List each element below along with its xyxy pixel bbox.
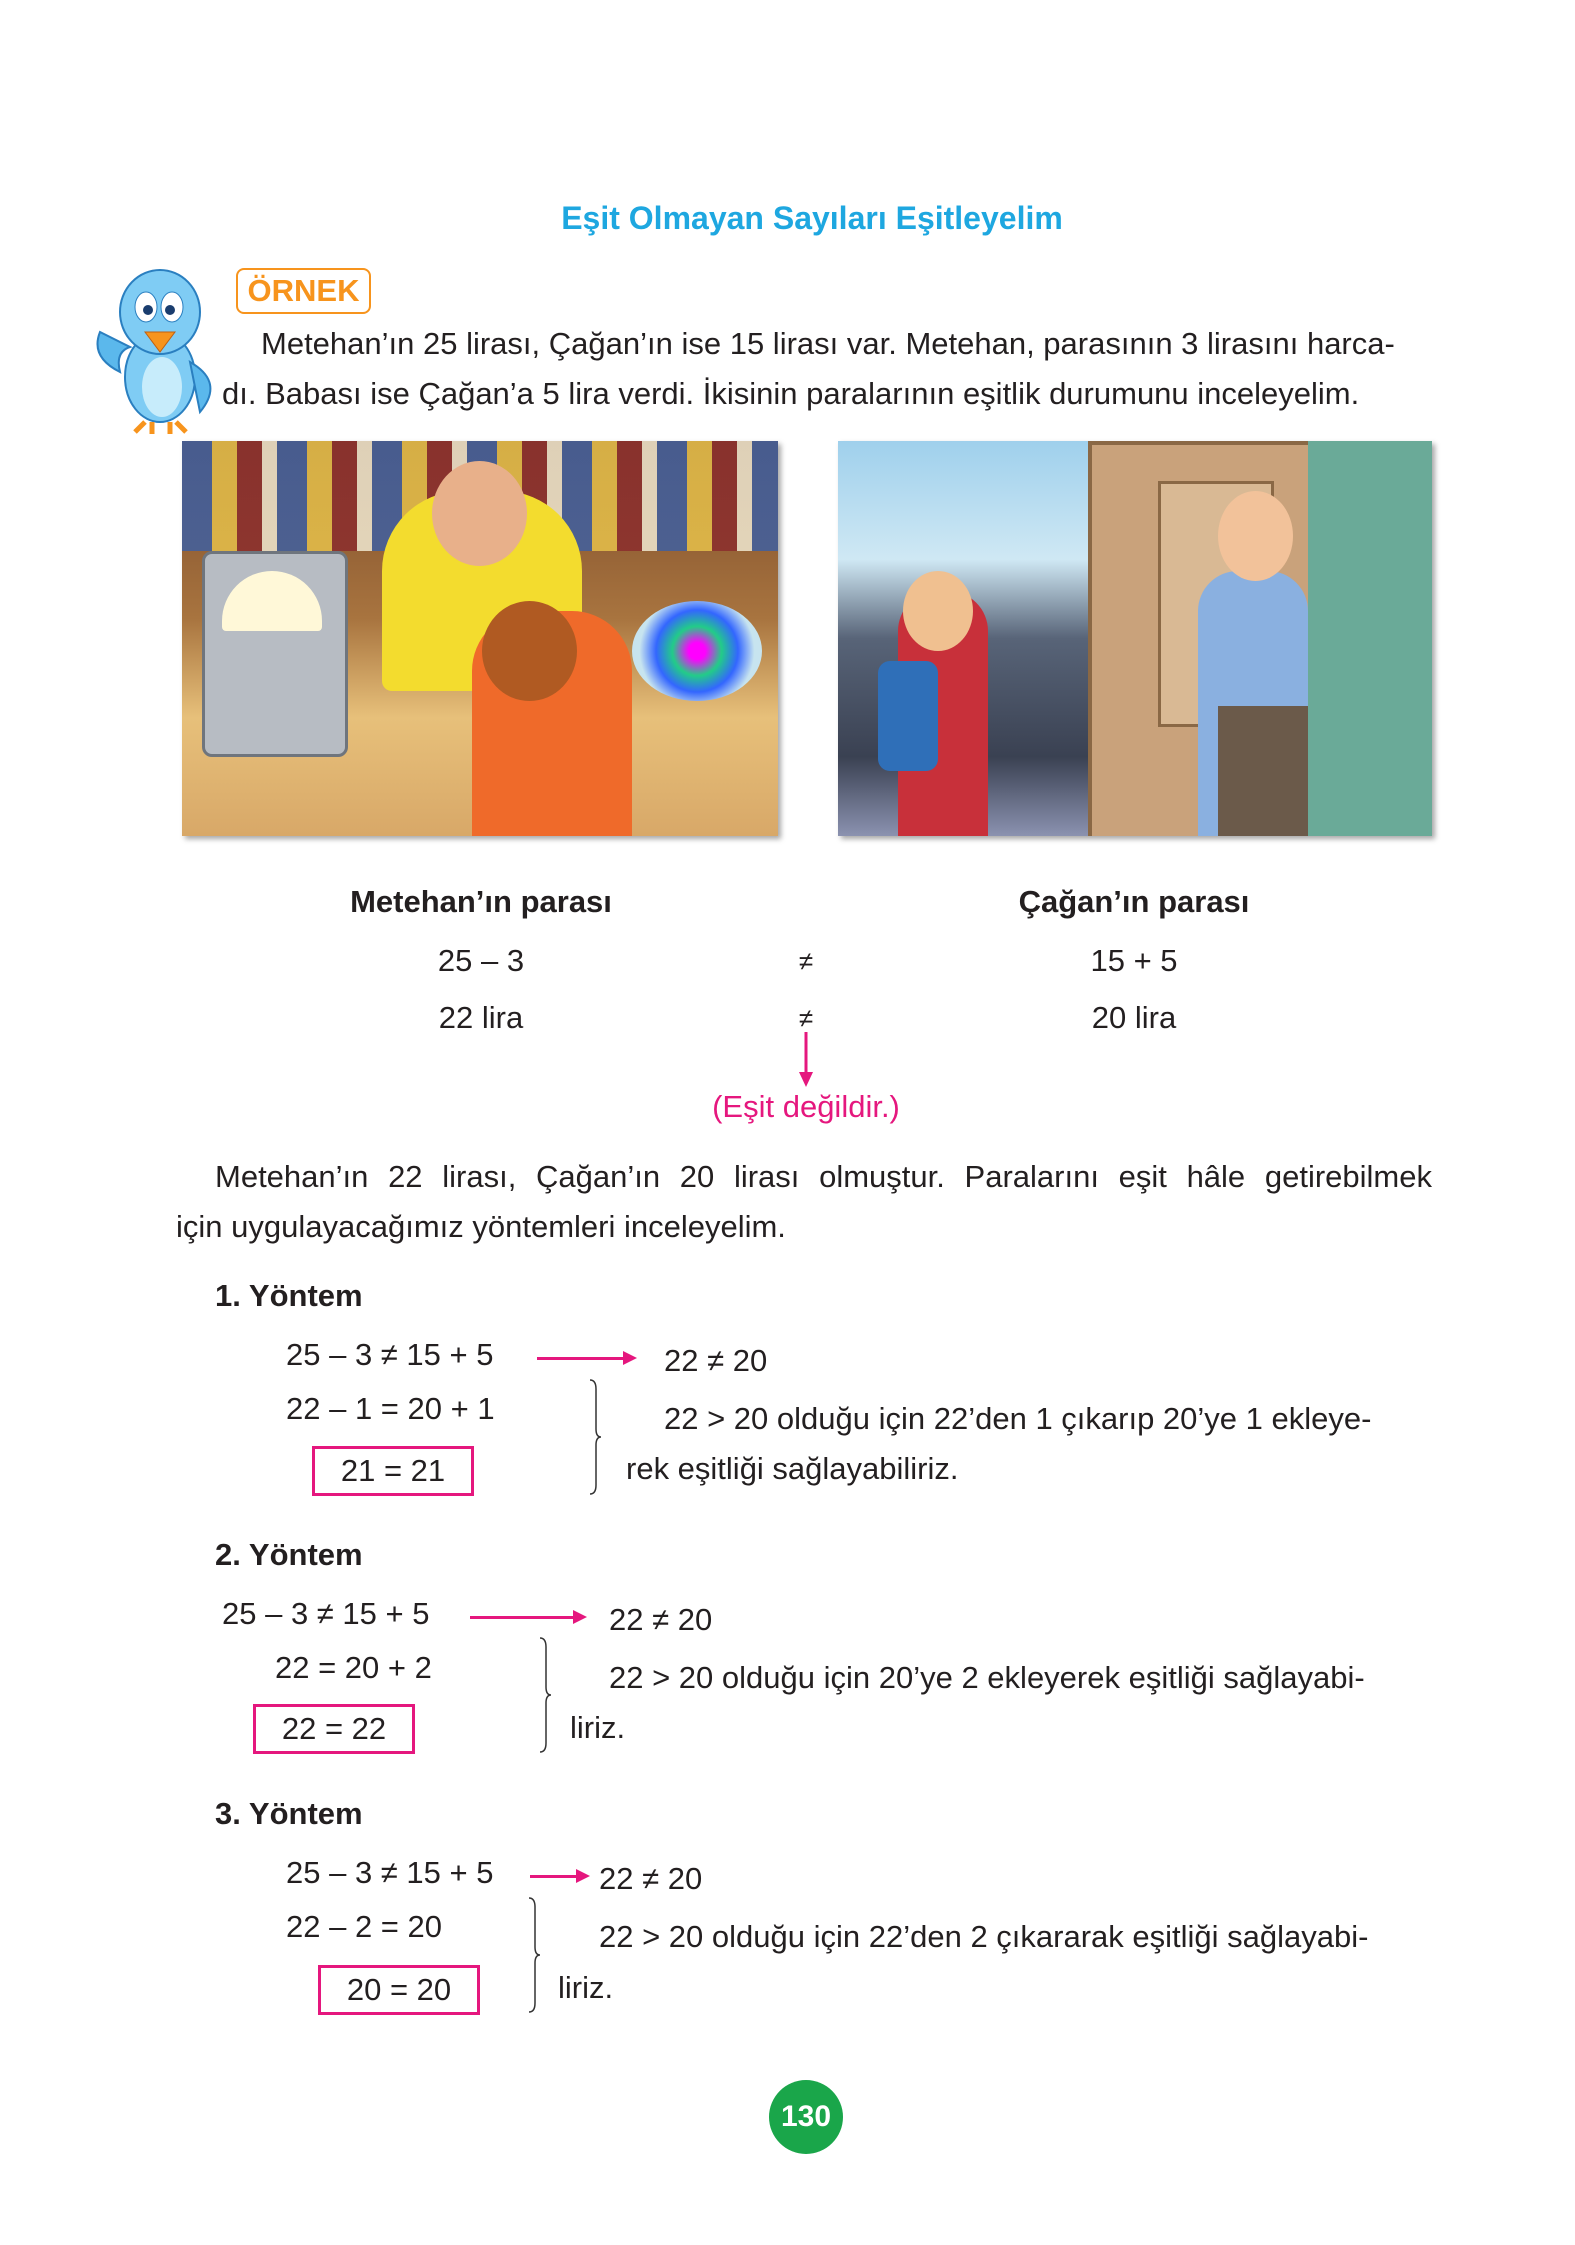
method-3-final-box — [318, 1965, 480, 2015]
method-1-expression: 25 – 3 ≠ 15 + 5 — [286, 1337, 494, 1372]
metehan-result: 22 lira — [438, 1000, 524, 1035]
brace-icon — [538, 1637, 552, 1753]
intro-line-1: Metehan’ın 25 lirası, Çağan’ın ise 15 lirası var. Metehan, parasının 3 lirasını harca- — [261, 326, 1395, 361]
method-2-heading: 2. Yöntem — [215, 1537, 363, 1572]
method-2-explanation-1: 22 > 20 olduğu için 20’ye 2 ekleyerek eşitliği sağlayabi- — [609, 1660, 1365, 1695]
intro-line-2: dı. Babası ise Çağan’a 5 lira verdi. İkisinin paralarının eşitlik durumunu inceleyelim. — [222, 376, 1360, 411]
method-1-explanation-1: 22 > 20 olduğu için 22’den 1 çıkarıp 20’ye 1 ekleye- — [664, 1401, 1372, 1436]
bird-mascot-icon — [90, 262, 232, 434]
method-3-step: 22 – 2 = 20 — [286, 1909, 442, 1944]
down-arrow-icon — [798, 1032, 814, 1088]
brace-icon — [588, 1379, 602, 1495]
method-2-expression: 25 – 3 ≠ 15 + 5 — [222, 1596, 430, 1631]
method-2-step: 22 = 20 + 2 — [275, 1650, 432, 1685]
method-3-explanation-2: liriz. — [558, 1970, 614, 2005]
metehan-heading: Metehan’ın parası — [350, 884, 612, 919]
brace-icon — [527, 1897, 541, 2013]
not-equal-symbol: ≠ — [798, 946, 814, 976]
method-1-final: 21 = 21 — [340, 1453, 446, 1488]
not-equal-symbol: ≠ — [798, 1003, 814, 1033]
method-3-result: 22 ≠ 20 — [599, 1861, 703, 1896]
right-arrow-icon — [530, 1875, 586, 1878]
page-title: Eşit Olmayan Sayıları Eşitleyelim — [561, 200, 1063, 236]
method-3-final: 20 = 20 — [346, 1972, 452, 2007]
method-3-expression: 25 – 3 ≠ 15 + 5 — [286, 1855, 494, 1890]
cagan-heading: Çağan’ın parası — [1018, 884, 1250, 919]
cagan-result: 20 lira — [1091, 1000, 1177, 1035]
summary-line-2: için uygulayacağımız yöntemleri inceleyelim. — [176, 1209, 786, 1244]
method-1-final-box — [312, 1446, 474, 1496]
example-label: ÖRNEK — [236, 268, 371, 314]
not-equal-note: (Eşit değildir.) — [712, 1089, 900, 1124]
summary-line-1: Metehan’ın 22 lirası, Çağan’ın 20 lirası olmuştur. Paralarını eşit hâle getirebilmek — [215, 1159, 1432, 1194]
method-1-step: 22 – 1 = 20 + 1 — [286, 1391, 495, 1426]
method-3-explanation-1: 22 > 20 olduğu için 22’den 2 çıkararak eşitliği sağlayabi- — [599, 1919, 1369, 1954]
method-2-explanation-2: liriz. — [570, 1710, 626, 1745]
method-1-explanation-2: rek eşitliği sağlayabiliriz. — [626, 1451, 959, 1486]
page-number-badge: 130 — [769, 2080, 843, 2154]
method-2-final: 22 = 22 — [281, 1711, 387, 1746]
cagan-expression: 15 + 5 — [1090, 943, 1178, 978]
door-illustration — [838, 441, 1432, 836]
right-arrow-icon — [470, 1616, 583, 1619]
method-2-result: 22 ≠ 20 — [609, 1602, 713, 1637]
right-arrow-icon — [537, 1357, 633, 1360]
method-3-heading: 3. Yöntem — [215, 1796, 363, 1831]
method-1-heading: 1. Yöntem — [215, 1278, 363, 1313]
method-2-final-box — [253, 1704, 415, 1754]
shop-illustration — [182, 441, 778, 836]
metehan-expression: 25 – 3 — [437, 943, 525, 978]
method-1-result: 22 ≠ 20 — [664, 1343, 768, 1378]
